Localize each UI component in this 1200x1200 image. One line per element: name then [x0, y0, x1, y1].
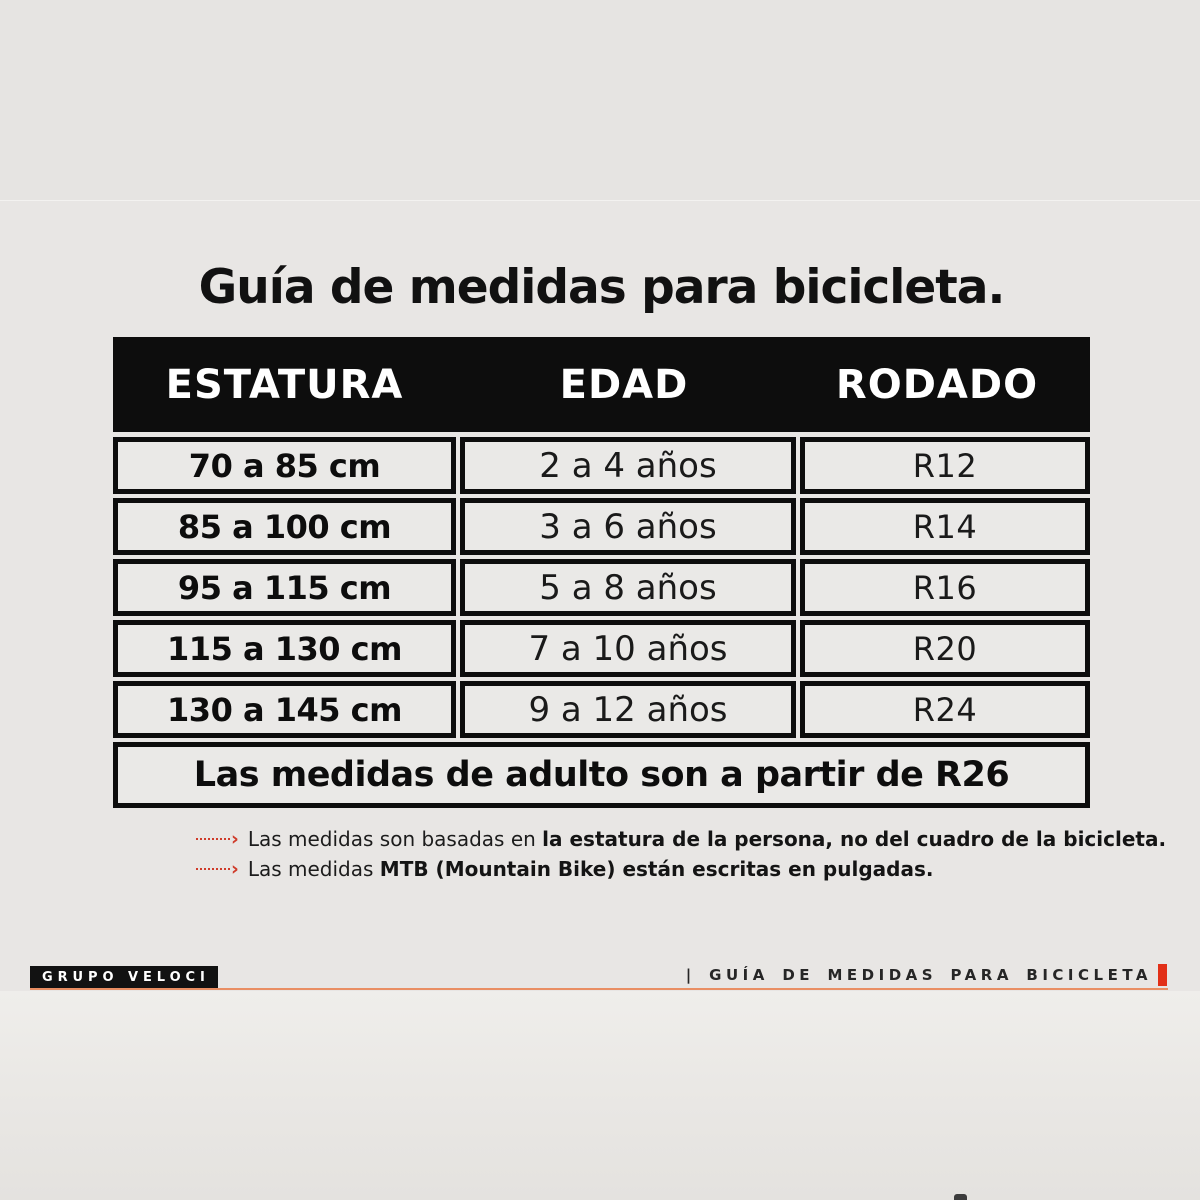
footer-caption: | GUÍA DE MEDIDAS PARA BICICLETA	[685, 966, 1152, 984]
note-item	[196, 827, 1166, 851]
notes-list	[196, 827, 1166, 887]
cell-rodado: R20	[800, 620, 1090, 677]
brand-badge: GRUPO VELOCI	[30, 966, 218, 989]
footer-divider-line	[30, 988, 1168, 990]
cell-rodado: R24	[800, 681, 1090, 738]
note-text: Las medidas son basadas en la estatura de la persona, no del cuadro de la bicicleta.	[247, 827, 1167, 851]
note-text: Las medidas MTB (Mountain Bike) están escritas en pulgadas.	[247, 857, 934, 881]
red-accent-bar	[1158, 964, 1167, 986]
cell-edad: 7 a 10 años	[460, 620, 796, 677]
cell-estatura: 95 a 115 cm	[113, 559, 456, 616]
cell-estatura: 70 a 85 cm	[113, 437, 456, 494]
cell-edad: 2 a 4 años	[460, 437, 796, 494]
cropped-bottom-mark	[954, 1194, 967, 1200]
page-title: Guía de medidas para bicicleta.	[198, 260, 1005, 315]
table-row	[113, 681, 1090, 738]
cell-edad: 5 a 8 años	[460, 559, 796, 616]
table-header-row	[113, 337, 1090, 432]
cell-rodado: R16	[800, 559, 1090, 616]
column-header-rodado: RODADO	[835, 361, 1039, 408]
table-row	[113, 437, 1090, 494]
top-background-band	[0, 0, 1200, 201]
dotted-leader-line	[196, 838, 230, 840]
cell-estatura: 130 a 145 cm	[113, 681, 456, 738]
table-row	[113, 620, 1090, 677]
chevron-right-icon: ›	[231, 827, 239, 850]
chevron-right-icon: ›	[231, 857, 239, 880]
cell-estatura: 85 a 100 cm	[113, 498, 456, 555]
cell-estatura: 115 a 130 cm	[113, 620, 456, 677]
table-row	[113, 498, 1090, 555]
size-guide-table	[113, 337, 1090, 808]
table-footer-note: Las medidas de adulto son a partir de R26	[113, 742, 1090, 808]
cell-rodado: R12	[800, 437, 1090, 494]
cell-edad: 3 a 6 años	[460, 498, 796, 555]
cell-rodado: R14	[800, 498, 1090, 555]
column-header-edad: EDAD	[559, 361, 689, 408]
cell-edad: 9 a 12 años	[460, 681, 796, 738]
column-header-estatura: ESTATURA	[165, 361, 404, 408]
bottom-background-band	[0, 991, 1200, 1200]
note-item	[196, 857, 1166, 881]
table-row	[113, 559, 1090, 616]
dotted-leader-line	[196, 868, 230, 870]
